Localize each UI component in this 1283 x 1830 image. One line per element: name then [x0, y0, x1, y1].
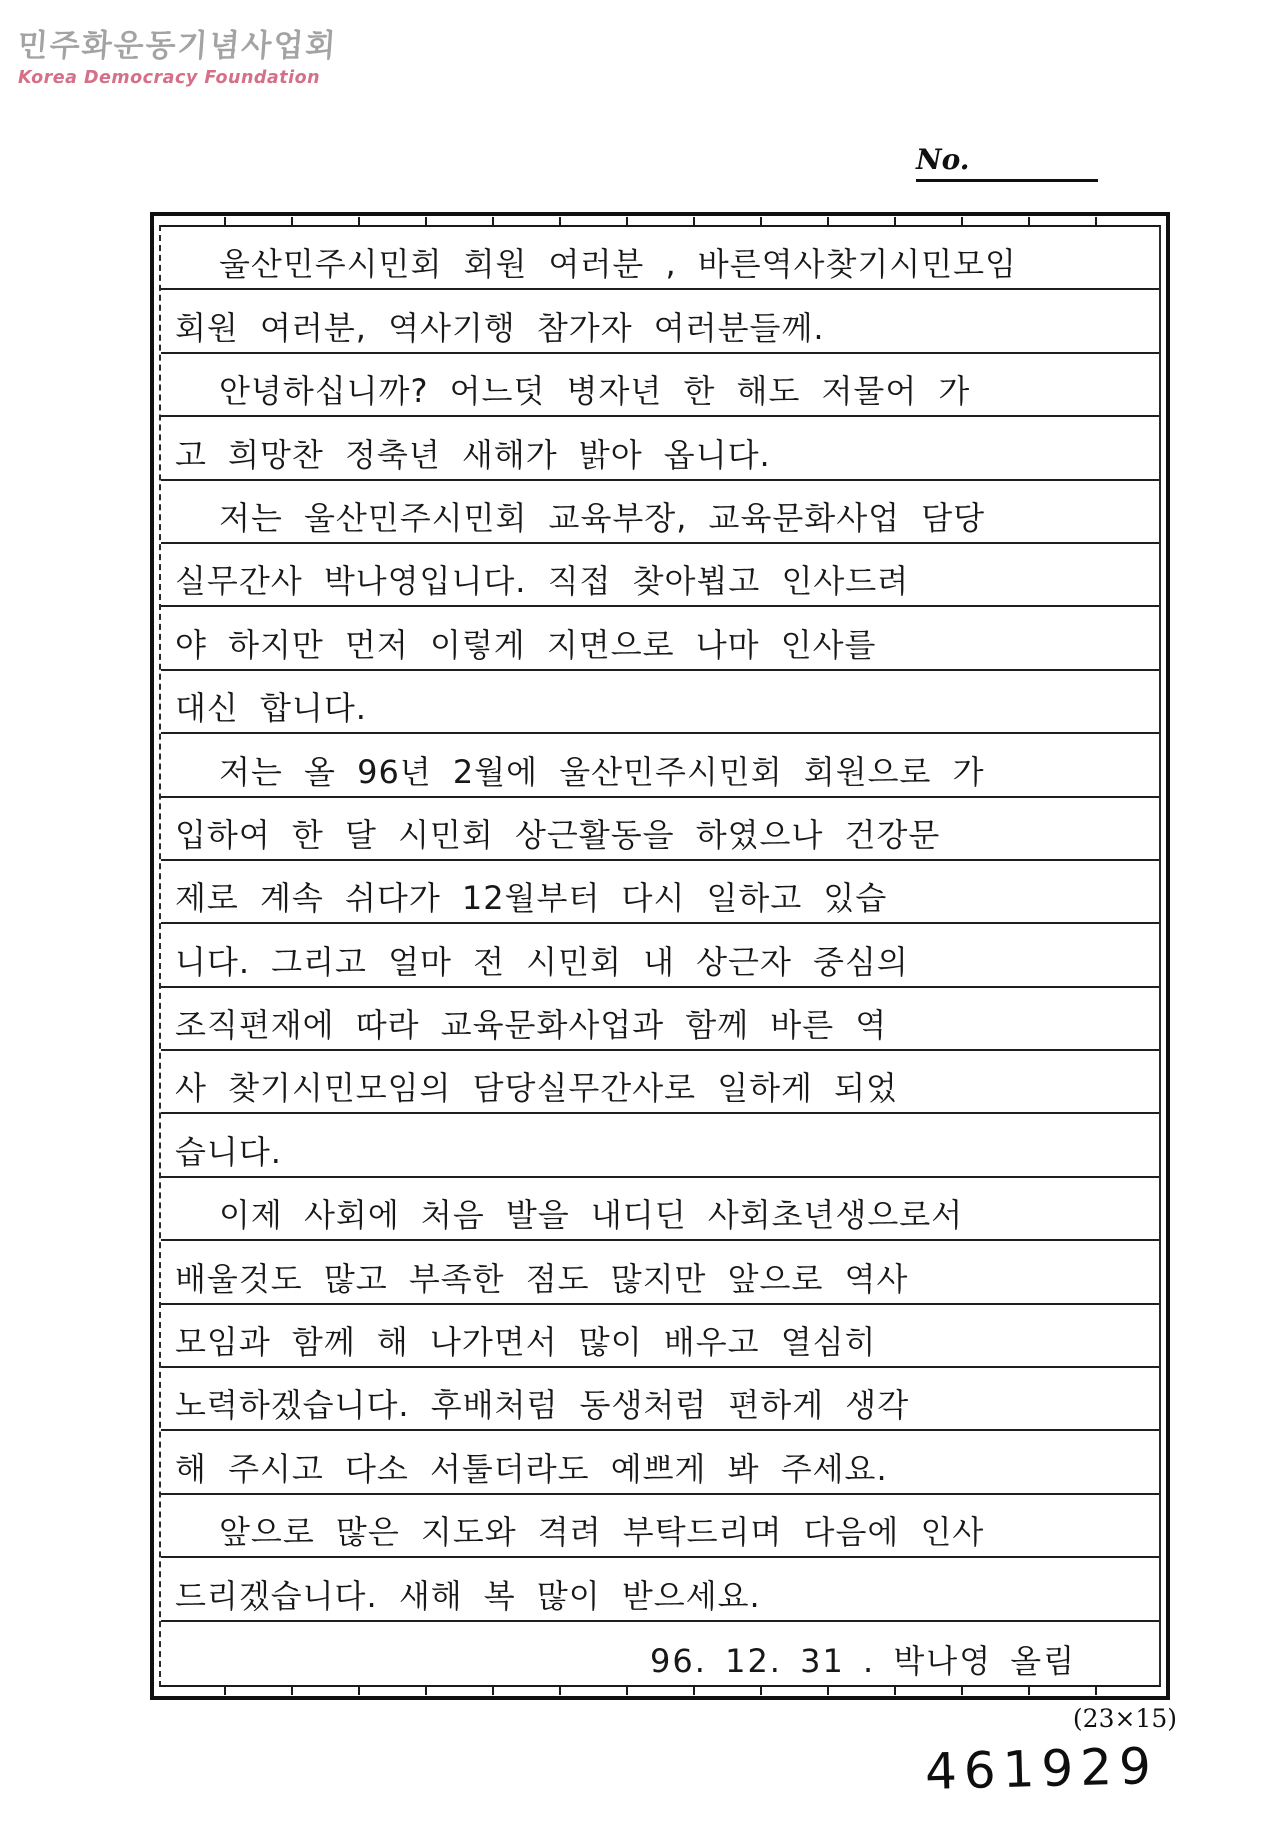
manuscript-line: 드리겠습니다. 새해 복 많이 받으세요. — [175, 1576, 761, 1615]
archive-number-handwritten: 461929 — [924, 1736, 1159, 1802]
manuscript-row — [161, 1431, 1159, 1494]
manuscript-line: 회원 여러분, 역사기행 참가자 여러분들께. — [175, 308, 825, 347]
manuscript-row — [161, 1051, 1159, 1114]
manuscript-line: 노력하겠습니다. 후배처럼 동생처럼 편하게 생각 — [175, 1386, 910, 1425]
manuscript-row — [161, 481, 1159, 544]
manuscript-line: 고 희망찬 정축년 새해가 밝아 옵니다. — [175, 435, 771, 474]
manuscript-line: 울산민주시민회 회원 여러분 , 바른역사찾기시민모임 — [219, 245, 1017, 284]
manuscript-line: 배울것도 많고 부족한 점도 많지만 앞으로 역사 — [175, 1259, 909, 1298]
no-label: No. — [916, 143, 970, 176]
manuscript-line: 해 주시고 다소 서툴더라도 예쁘게 봐 주세요. — [175, 1449, 888, 1488]
manuscript-line: 이제 사회에 처음 발을 내디딘 사회초년생으로서 — [219, 1196, 964, 1235]
manuscript-line: 앞으로 많은 지도와 격려 부탁드리며 다음에 인사 — [219, 1513, 985, 1552]
manuscript-row — [161, 290, 1159, 353]
manuscript-row — [161, 1558, 1159, 1621]
manuscript-line: 야 하지만 먼저 이렇게 지면으로 나마 인사를 — [175, 625, 877, 664]
manuscript-line: 제로 계속 쉬다가 12월부터 다시 일하고 있습 — [175, 879, 888, 918]
manuscript-line: 저는 울산민주시민회 교육부장, 교육문화사업 담당 — [219, 498, 986, 537]
manuscript-row — [161, 1241, 1159, 1304]
manuscript-row — [161, 988, 1159, 1051]
korea-democracy-foundation-logo — [18, 20, 337, 88]
top-column-ticks — [159, 217, 1161, 225]
signature-line: 96. 12. 31 . 박나영 올림 — [650, 1641, 1077, 1680]
manuscript-line: 조직편재에 따라 교육문화사업과 함께 바른 역 — [175, 1006, 888, 1045]
manuscript-row — [161, 924, 1159, 987]
manuscript-line: 모임과 함께 해 나가면서 많이 배우고 열심히 — [175, 1323, 877, 1362]
manuscript-row — [161, 417, 1159, 480]
manuscript-line: 사 찾기시민모임의 담당실무간사로 일하게 되었 — [175, 1069, 898, 1108]
manuscript-row — [161, 1114, 1159, 1177]
document-number-field — [916, 143, 1098, 182]
manuscript-row — [161, 544, 1159, 607]
manuscript-row — [161, 734, 1159, 797]
logo-korean-text: 민주화운동기념사업회 — [16, 28, 339, 64]
logo-english-text: Korea Democracy Foundation — [18, 68, 321, 88]
manuscript-row — [161, 798, 1159, 861]
manuscript-row — [161, 227, 1159, 290]
manuscript-lines — [159, 225, 1161, 1687]
manuscript-row — [161, 1178, 1159, 1241]
manuscript-row — [161, 861, 1159, 924]
manuscript-line: 안녕하십니까? 어느덧 병자년 한 해도 저물어 가 — [219, 372, 971, 411]
manuscript-row — [161, 607, 1159, 670]
manuscript-row — [161, 1495, 1159, 1558]
manuscript-line: 실무간사 박나영입니다. 직접 찾아뵙고 인사드려 — [175, 562, 910, 601]
manuscript-row — [161, 1305, 1159, 1368]
manuscript-line: 니다. 그리고 얼마 전 시민회 내 상근자 중심의 — [175, 942, 909, 981]
manuscript-sheet — [150, 212, 1170, 1700]
grid-size-note: (23×15) — [1072, 1704, 1177, 1733]
manuscript-row — [161, 1368, 1159, 1431]
manuscript-line: 습니다. — [175, 1132, 282, 1171]
bottom-column-ticks — [159, 1687, 1161, 1695]
manuscript-line: 입하여 한 달 시민회 상근활동을 하였으나 건강문 — [175, 815, 941, 854]
manuscript-line: 저는 올 96년 2월에 울산민주시민회 회원으로 가 — [219, 752, 985, 791]
manuscript-row — [161, 671, 1159, 734]
manuscript-row — [161, 1622, 1159, 1685]
manuscript-line: 대신 합니다. — [175, 689, 367, 728]
manuscript-row — [161, 354, 1159, 417]
